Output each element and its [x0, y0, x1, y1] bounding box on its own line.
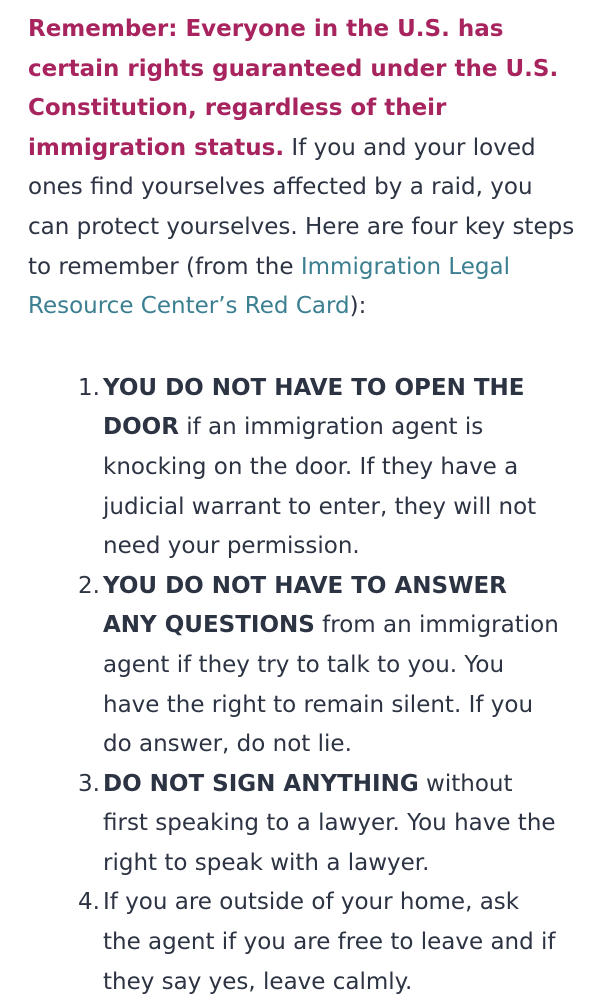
step-bold-text: YOU DO NOT HAVE TO OPEN THE DOOR: [103, 374, 525, 441]
intro-suffix: ):: [349, 293, 367, 320]
step-bold-text: DO NOT SIGN ANYTHING: [103, 770, 419, 797]
step-number: 1.: [78, 374, 100, 401]
red-card-link[interactable]: Immigration Legal Resource Center’s Red Card: [28, 253, 511, 320]
intro-paragraph: [28, 10, 576, 327]
step-item-free-to-leave: [28, 883, 563, 1000]
key-steps-list: [28, 369, 581, 1000]
step-text: without first speaking to a lawyer. You have the right to speak with a lawyer.: [103, 770, 556, 876]
step-bold-text: YOU DO NOT HAVE TO ANSWER ANY QUESTIONS: [103, 572, 507, 639]
step-item-answer-questions: [28, 567, 563, 765]
intro-text: If you and your loved ones find yourselves affected by a raid, you can protect yourselves. Here are four key steps to remember (from the: [28, 134, 575, 280]
step-item-sign-anything: [28, 765, 563, 884]
step-number: 3.: [78, 770, 100, 797]
step-number: 2.: [78, 572, 100, 599]
rights-reminder-emphasis: Remember: Everyone in the U.S. has certain rights guaranteed under the U.S. Constitution, regardless of their immigration status.: [28, 16, 559, 161]
step-text: from an immigration agent if they try to talk to you. You have the right to remain silent. If you do answer, do not lie.: [103, 612, 559, 758]
step-number: 4.: [78, 889, 100, 916]
step-text: If you are outside of your home, ask the agent if you are free to leave and if they say yes, leave calmly.: [103, 889, 556, 995]
step-item-open-door: [28, 369, 563, 567]
step-text: if an immigration agent is knocking on the door. If they have a judicial warrant to enter, they will not need your permission.: [103, 414, 537, 560]
